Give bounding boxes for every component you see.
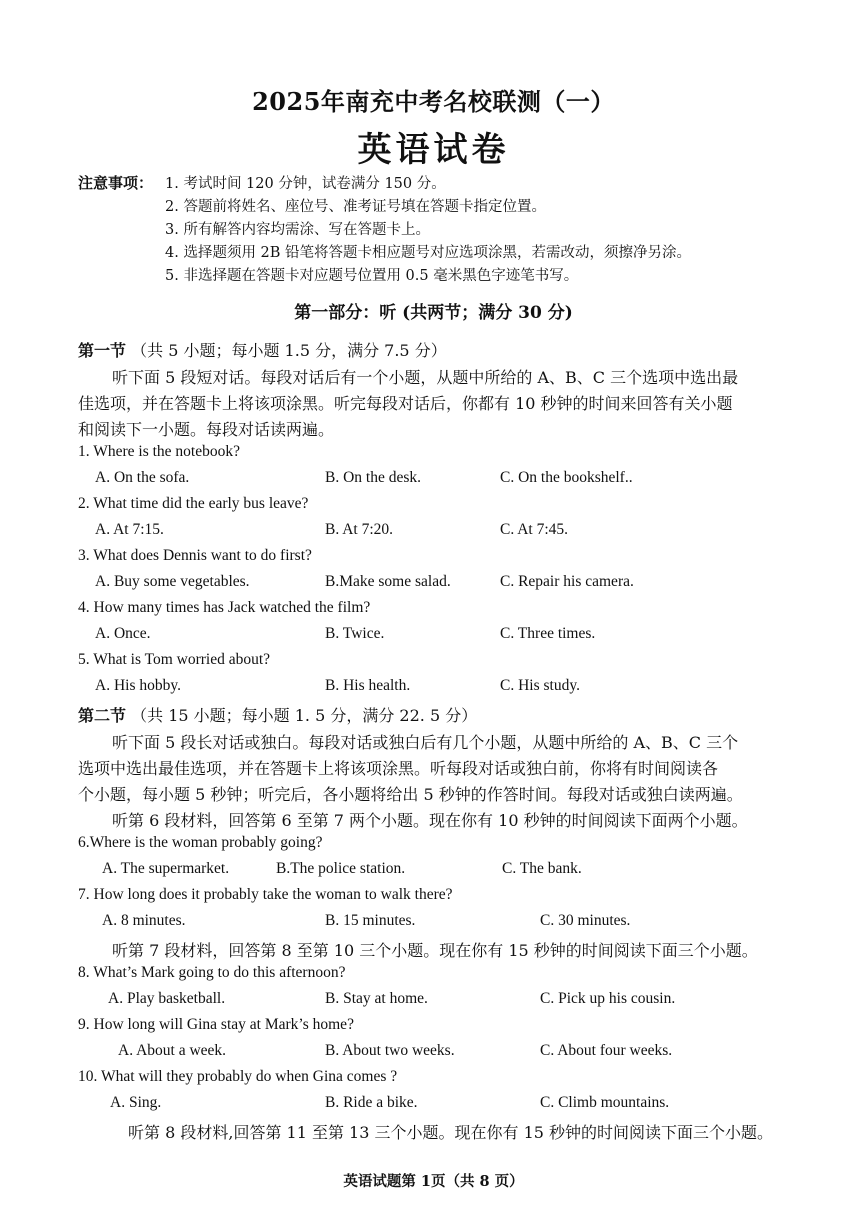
instruction-line: 选项中选出最佳选项，并在答题卡上将该项涂黑。听每段对话或独白前，你将有时间阅读各 [78, 759, 719, 778]
instruction-line: 和阅读下一小题。每段对话读两遍。 [78, 420, 335, 439]
question-3: 3. What does Dennis want to do first? [78, 547, 312, 564]
option-b: B. On the desk. [325, 469, 422, 486]
option-a: A. Sing. [110, 1094, 162, 1111]
option-c: C. On the bookshelf.. [500, 469, 633, 486]
section-heading [78, 338, 447, 361]
section-heading-label: 第二节 [78, 706, 127, 725]
option-b: B.The police station. [276, 860, 406, 877]
option-b: B. At 7:20. [325, 521, 394, 538]
material-instruction: 听第 7 段材料，回答第 8 至第 10 三个小题。现在你有 15 秒钟的时间阅读下面三个小题。 [112, 941, 758, 960]
option-a: A. About a week. [118, 1042, 227, 1059]
instruction-line: 佳选项，并在答题卡上将该项涂黑。听完每段对话后，你都有 10 秒钟的时间来回答有关小题 [78, 394, 733, 413]
question-4: 4. How many times has Jack watched the film? [78, 599, 371, 616]
option-b: B. 15 minutes. [325, 912, 416, 929]
question-2: 2. What time did the early bus leave? [78, 495, 309, 512]
subject-title: 英语试卷 [357, 130, 510, 170]
exam-title: 2025年南充中考名校联测（一） [252, 87, 615, 116]
instruction-line: 个小题，每小题 5 秒钟；听完后，各小题将给出 5 秒钟的作答时间。每段对话或独白读两遍。 [78, 785, 743, 804]
instruction-line: 听下面 5 段短对话。每段对话后有一个小题，从题中所给的 A、B、C 三个选项中选出最 [112, 368, 739, 387]
option-c: C. Climb mountains. [540, 1094, 670, 1111]
option-a: A. On the sofa. [95, 469, 190, 486]
notice-item: 2. 答题前将姓名、座位号、准考证号填在答题卡指定位置。 [165, 199, 546, 215]
question-8: 8. What’s Mark going to do this afternoon? [78, 964, 346, 981]
instruction-line: 听下面 5 段长对话或独白。每段对话或独白后有几个小题，从题中所给的 A、B、C 三个 [112, 733, 739, 752]
question-9: 9. How long will Gina stay at Mark’s home? [78, 1016, 354, 1033]
option-a: A. Play basketball. [108, 990, 226, 1007]
option-b: B.Make some salad. [325, 573, 451, 590]
question-6: 6.Where is the woman probably going? [78, 834, 323, 851]
option-a: A. At 7:15. [95, 521, 164, 538]
option-b: B. His health. [325, 677, 411, 694]
option-c: C. Repair his camera. [500, 573, 634, 590]
option-b: B. Ride a bike. [325, 1094, 418, 1111]
part-title: 第一部分：听 (共两节；满分 30 分) [294, 303, 573, 323]
question-7: 7. How long does it probably take the woman to walk there? [78, 886, 453, 903]
option-c: C. Pick up his cousin. [540, 990, 676, 1007]
option-c: C. 30 minutes. [540, 912, 631, 929]
option-c: C. Three times. [500, 625, 596, 642]
section-heading [78, 703, 477, 726]
page-footer: 英语试题第 1页（共 8 页） [343, 1173, 524, 1190]
option-a: A. 8 minutes. [102, 912, 186, 929]
material-instruction: 听第 8 段材料,回答第 11 至第 13 三个小题。现在你有 15 秒钟的时间阅读下面三个小题。 [128, 1123, 774, 1142]
notice-label: 注意事项： [78, 174, 154, 192]
option-a: A. Buy some vegetables. [95, 573, 250, 590]
question-5: 5. What is Tom worried about? [78, 651, 271, 668]
option-a: A. The supermarket. [102, 860, 230, 877]
option-c: C. At 7:45. [500, 521, 569, 538]
section-heading-note: （共 15 小题；每小题 1. 5 分，满分 22. 5 分） [131, 706, 478, 725]
option-c: C. His study. [500, 677, 580, 694]
notice-item: 1. 考试时间 120 分钟，试卷满分 150 分。 [165, 176, 446, 192]
section-heading-note: （共 5 小题；每小题 1.5 分，满分 7.5 分） [131, 341, 447, 360]
option-c: C. About four weeks. [540, 1042, 673, 1059]
option-c: C. The bank. [502, 860, 582, 877]
section-heading-label: 第一节 [78, 341, 127, 360]
option-b: B. Stay at home. [325, 990, 428, 1007]
question-1: 1. Where is the notebook? [78, 443, 240, 460]
notice-item: 4. 选择题须用 2B 铅笔将答题卡相应题号对应选项涂黑，若需改动，须擦净另涂。 [165, 245, 692, 261]
notice-item: 3. 所有解答内容均需涂、写在答题卡上。 [165, 222, 430, 238]
notice-item: 5. 非选择题在答题卡对应题号位置用 0.5 毫米黑色字迹笔书写。 [165, 268, 579, 284]
option-a: A. His hobby. [95, 677, 181, 694]
option-a: A. Once. [95, 625, 151, 642]
option-b: B. Twice. [325, 625, 385, 642]
option-b: B. About two weeks. [325, 1042, 455, 1059]
material-instruction: 听第 6 段材料，回答第 6 至第 7 两个小题。现在你有 10 秒钟的时间阅读下面两个小题。 [112, 811, 748, 830]
question-10: 10. What will they probably do when Gina comes ? [78, 1068, 398, 1085]
